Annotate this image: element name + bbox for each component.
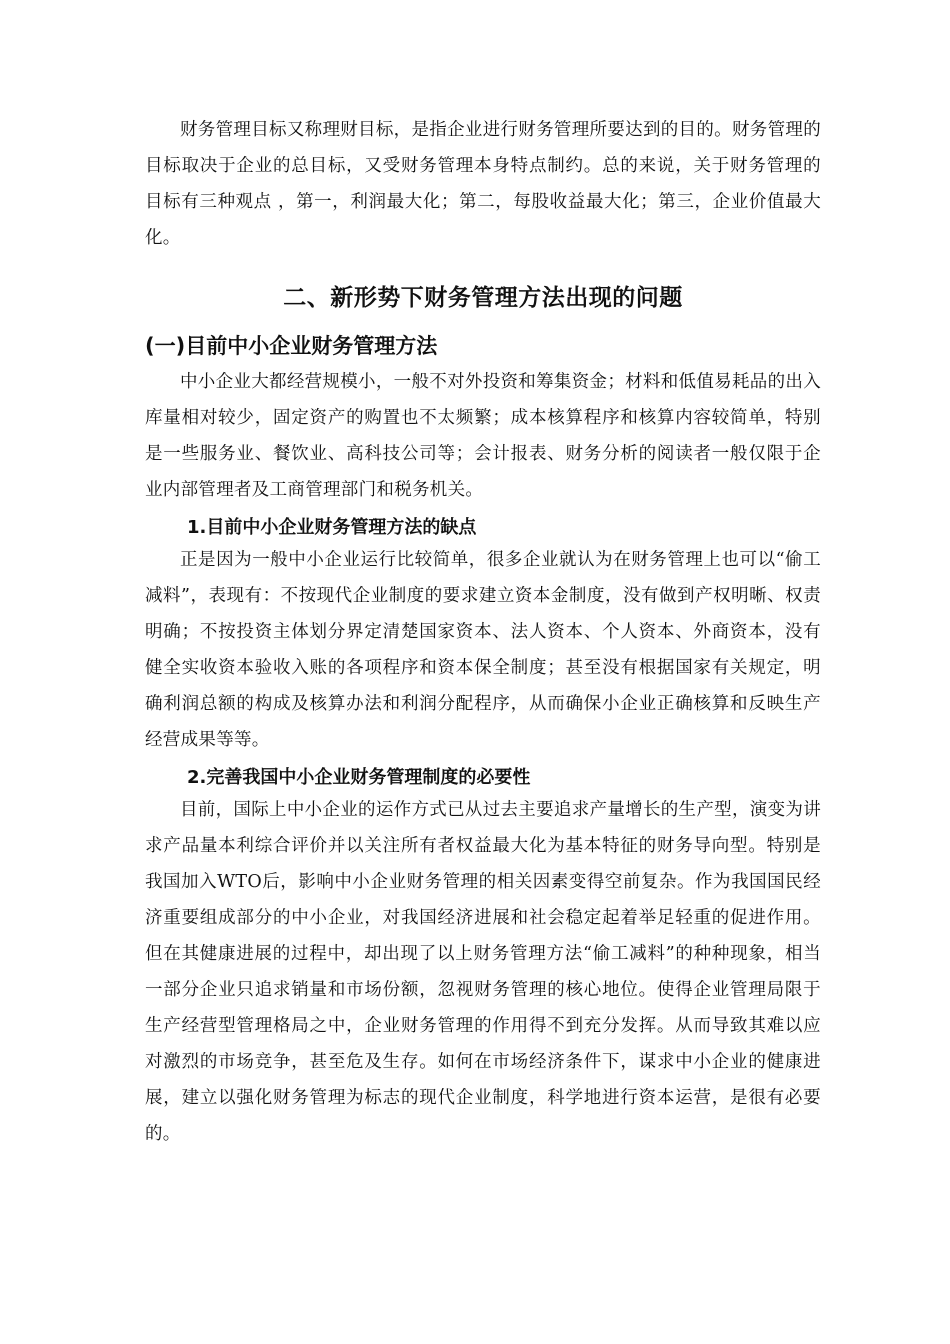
point2-heading: 2.完善我国中小企业财务管理制度的必要性 <box>187 767 531 788</box>
point1-heading: 1.目前中小企业财务管理方法的缺点 <box>187 517 477 538</box>
document-body <box>145 112 821 1152</box>
intro-paragraph: 财务管理目标又称理财目标，是指企业进行财务管理所要达到的目的。财务管理的目标取决于企业的总目标，又受财务管理本身特点制约。总的来说，关于财务管理的目标有三种观点 ，第一，利润最大化；第二，每股收益最大化；第三，企业价值最大化。 <box>145 120 821 248</box>
point2-paragraph: 目前，国际上中小企业的运作方式已从过去主要追求产量增长的生产型，演变为讲求产品量本利综合评价并以关注所有者权益最大化为基本特征的财务导向型。特别是我国加入WTO后，影响中小企业财务管理的相关因素变得空前复杂。作为我国国民经济重要组成部分的中小企业，对我国经济进展和社会稳定起着举足轻重的促进作用。但在其健康进展的过程中，却出现了以上财务管理方法“偷工减料”的种种现象，相当一部分企业只追求销量和市场份额，忽视财务管理的核心地位。使得企业管理局限于生产经营型管理格局之中，企业财务管理的作用得不到充分发挥。从而导致其难以应对激烈的市场竞争，甚至危及生存。如何在市场经济条件下，谋求中小企业的健康进展，建立以强化财务管理为标志的现代企业制度，科学地进行资本运营，是很有必要的。 <box>145 800 821 1144</box>
point1-paragraph: 正是因为一般中小企业运行比较简单，很多企业就认为在财务管理上也可以“偷工减料”，表现有：不按现代企业制度的要求建立资本金制度，没有做到产权明晰、权责明确；不按投资主体划分界定清楚国家资本、法人资本、个人资本、外商资本，没有健全实收资本验收入账的各项程序和资本保全制度；甚至没有根据国家有关规定，明确利润总额的构成及核算办法和利润分配程序，从而确保小企业正确核算和反映生产经营成果等等。 <box>145 550 821 750</box>
subsection-heading: (一)目前中小企业财务管理方法 <box>145 334 438 358</box>
subsection-paragraph: 中小企业大都经营规模小，一般不对外投资和筹集资金；材料和低值易耗品的出入库量相对较少，固定资产的购置也不太频繁；成本核算程序和核算内容较简单，特别是一些服务业、餐饮业、高科技公司等；会计报表、财务分析的阅读者一般仅限于企业内部管理者及工商管理部门和税务机关。 <box>145 372 821 500</box>
section-heading: 二、新形势下财务管理方法出现的问题 <box>283 285 683 311</box>
